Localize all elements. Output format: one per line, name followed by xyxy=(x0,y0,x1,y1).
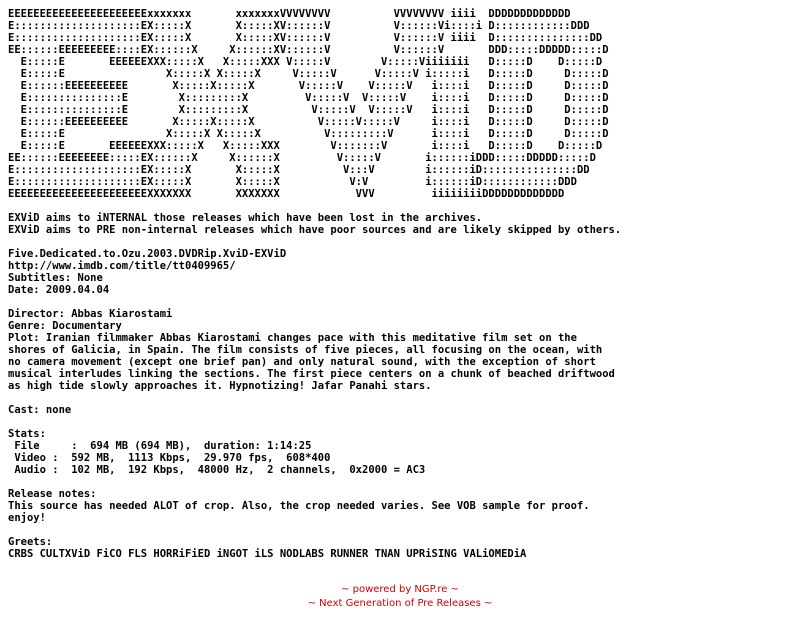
release-date: Date: 2009.04.04 xyxy=(8,284,110,296)
logo-line: E:::::::::::::::E X:::::::::X V:::::V V:::::V i::::i D:::::D D:::::D xyxy=(8,92,609,104)
plot-line: no camera movement (except one brief pan) and only natural sound, with the exception of short xyxy=(8,356,596,368)
logo-line: E::::::::::::::::::::EX:::::X X:::::XV::::::V V::::::Vi::::i D::::::::::::DDD xyxy=(8,20,590,32)
spacer xyxy=(8,200,621,212)
release-info xyxy=(8,248,621,296)
logo-line: E::::::EEEEEEEEEE X:::::X:::::X V:::::V:::::V i::::i D:::::D D:::::D xyxy=(8,116,609,128)
greets-groups: CRBS CULTXViD FiCO FLS HORRiFiED iNGOT iLS NODLABS RUNNER TNAN UPRiSING VALiOMEDiA xyxy=(8,548,527,560)
plot-line: shores of Galicia, in Spain. The film consists of five pieces, all focusing on the ocean, with xyxy=(8,344,603,356)
logo-line: E::::::::::::::::::::EX:::::X X:::::X V:::V i::::::iD:::::::::::::::DD xyxy=(8,164,590,176)
spacer xyxy=(8,236,621,248)
intro-text xyxy=(8,212,621,236)
plot-line: as high tide slowly approaches it. Hypnotizing! Jafar Panahi stars. xyxy=(8,380,432,392)
greets xyxy=(8,536,621,560)
logo-line: E:::::E EEEEEEXXX:::::X X:::::XXX V:::::V V:::::Viiiiiii D:::::D D:::::D xyxy=(8,56,603,68)
stats-info xyxy=(8,428,621,476)
logo-line: EEEEEEEEEEEEEEEEEEEEEExxxxxxx xxxxxxxVVVVVVVV VVVVVVVV iiii DDDDDDDDDDDDD xyxy=(8,8,571,20)
logo-line: E:::::E X:::::X X:::::X V:::::V V:::::V i:::::i D:::::D D:::::D xyxy=(8,68,609,80)
logo-line: E:::::E EEEEEEXXX:::::X X:::::XXX V:::::::V i::::i D:::::D D:::::D xyxy=(8,140,603,152)
nfo-document xyxy=(8,8,621,560)
notes-line: enjoy! xyxy=(8,512,46,524)
director-info: Director: Abbas Kiarostami xyxy=(8,308,173,320)
imdb-link[interactable]: http://www.imdb.com/title/tt0409965/ xyxy=(8,260,236,272)
spacer xyxy=(8,392,621,404)
intro-line: EXViD aims to PRE non-internal releases which have poor sources and are likely skipped by others. xyxy=(8,224,622,236)
greets-heading: Greets: xyxy=(8,536,53,548)
stats-file: File : 694 MB (694 MB), duration: 1:14:25 xyxy=(8,440,312,452)
subtitles-info: Subtitles: None xyxy=(8,272,103,284)
cast-line: Cast: none xyxy=(8,404,72,416)
logo-line: E:::::::::::::::E X:::::::::X V:::::V V:::::V i::::i D:::::D D:::::D xyxy=(8,104,609,116)
film-info xyxy=(8,308,621,392)
logo-line: E:::::E X:::::X X:::::X V:::::::::V i::::i D:::::D D:::::D xyxy=(8,128,609,140)
plot-line: Plot: Iranian filmmaker Abbas Kiarostami changes pace with this meditative film set on the xyxy=(8,332,577,344)
exvid-ascii-logo xyxy=(8,8,621,200)
logo-line: E::::::EEEEEEEEEE X:::::X:::::X V:::::V V:::::V i::::i D:::::D D:::::D xyxy=(8,80,609,92)
powered-by-link[interactable]: ~ powered by NGP.re ~ xyxy=(341,584,459,595)
spacer xyxy=(8,416,621,428)
spacer xyxy=(8,296,621,308)
intro-line: EXViD aims to iNTERNAL those releases which have been lost in the archives. xyxy=(8,212,483,224)
footer xyxy=(0,583,800,611)
footer-tagline: ~ Next Generation of Pre Releases ~ xyxy=(307,598,493,609)
spacer xyxy=(8,476,621,488)
release-notes xyxy=(8,488,621,524)
release-name: Five.Dedicated.to.Ozu.2003.DVDRip.XviD-EXViD xyxy=(8,248,287,260)
plot-line: musical interludes linking the sections. The first piece centers on a chunk of beached driftwood xyxy=(8,368,615,380)
stats-video: Video : 592 MB, 1113 Kbps, 29.970 fps, 608*400 xyxy=(8,452,331,464)
spacer xyxy=(8,524,621,536)
genre-info: Genre: Documentary xyxy=(8,320,122,332)
logo-line: E::::::::::::::::::::EX:::::X X:::::XV::::::V V::::::V iiii D:::::::::::::::DD xyxy=(8,32,603,44)
logo-line: EEEEEEEEEEEEEEEEEEEEEEXXXXXXX XXXXXXX VVV iiiiiiiiDDDDDDDDDDDDD xyxy=(8,188,565,200)
notes-heading: Release notes: xyxy=(8,488,97,500)
logo-line: E::::::::::::::::::::EX:::::X X:::::X V:V i::::::iD::::::::::::DDD xyxy=(8,176,577,188)
logo-line: EE::::::EEEEEEEEE::::EX::::::X X::::::XV::::::V V::::::V DDD:::::DDDDD:::::D xyxy=(8,44,609,56)
stats-heading: Stats: xyxy=(8,428,46,440)
logo-line: EE::::::EEEEEEEE:::::EX::::::X X::::::X V:::::V i::::::iDDD:::::DDDDD:::::D xyxy=(8,152,596,164)
stats-audio: Audio : 102 MB, 192 Kbps, 48000 Hz, 2 channels, 0x2000 = AC3 xyxy=(8,464,426,476)
cast-info xyxy=(8,404,621,416)
notes-line: This source has needed ALOT of crop. Also, the crop needed varies. See VOB sample for proof. xyxy=(8,500,590,512)
